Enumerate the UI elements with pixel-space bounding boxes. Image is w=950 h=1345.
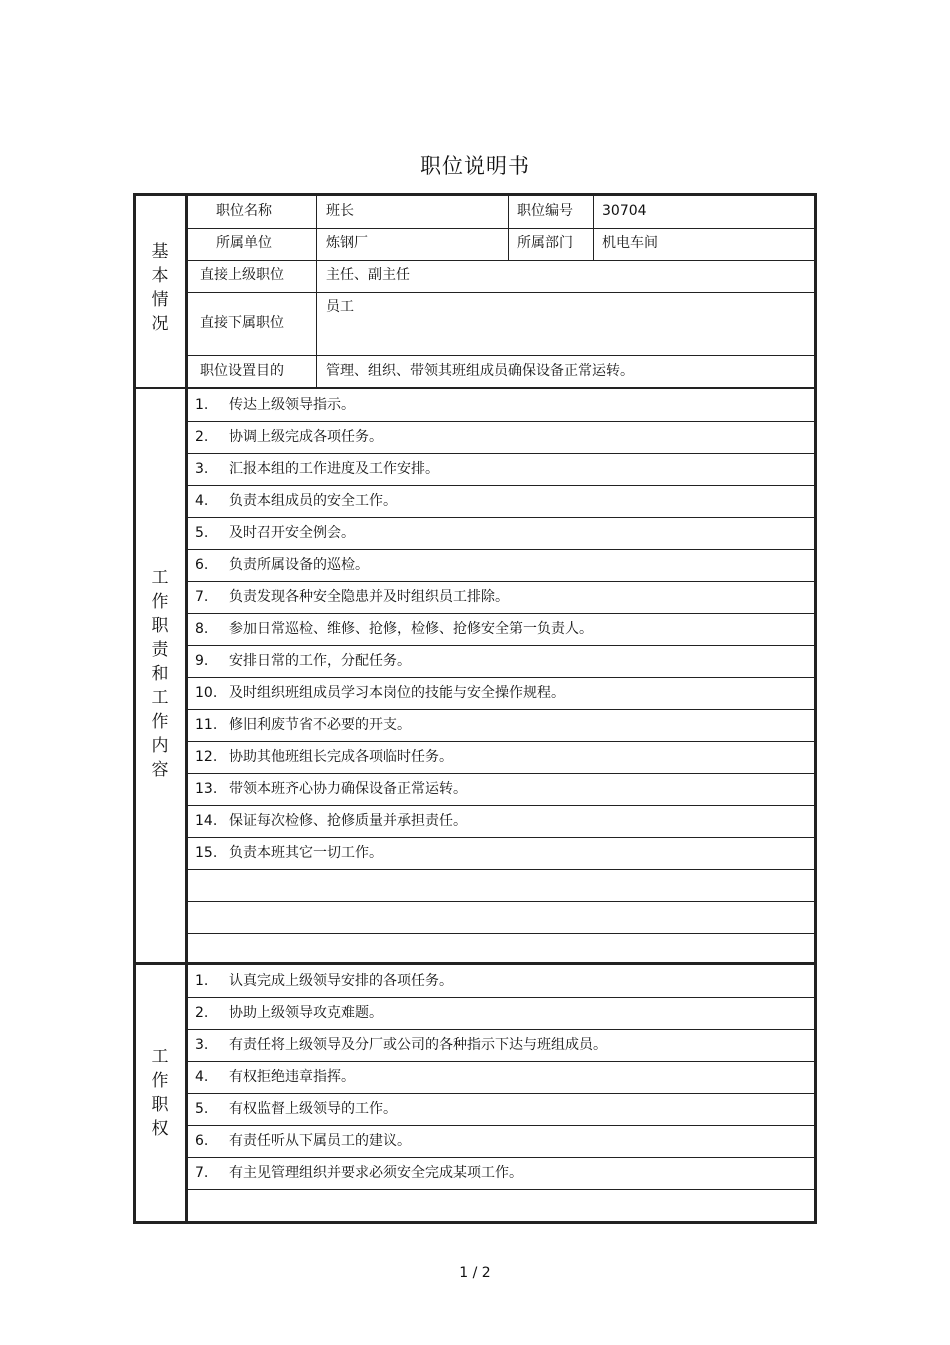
purpose-value: 管理、组织、带领其班组成员确保设备正常运转。 (326, 363, 634, 379)
section-label-authority (136, 1045, 184, 1141)
list-item-text: 安排日常的工作，分配任务。 (229, 653, 411, 669)
list-item-text: 参加日常巡检、维修、抢修，检修、抢修安全第一负责人。 (229, 621, 593, 637)
row-divider (188, 517, 814, 518)
list-item-number: 6. (195, 1133, 209, 1149)
row-divider (188, 933, 814, 934)
list-item-number: 8. (195, 621, 209, 637)
list-item-text: 有责任将上级领导及分厂或公司的各种指示下达与班组成员。 (229, 1037, 607, 1053)
row-divider (188, 1157, 814, 1158)
list-item-number: 7. (195, 1165, 209, 1181)
list-item-number: 6. (195, 557, 209, 573)
list-item-number: 2. (195, 1005, 209, 1021)
list-item-number: 10. (195, 685, 218, 701)
list-item-text: 认真完成上级领导安排的各项任务。 (229, 973, 453, 989)
purpose-label: 职位设置目的 (200, 363, 284, 379)
section-label-duties (136, 566, 184, 782)
list-item-text: 协助上级领导攻克难题。 (229, 1005, 383, 1021)
row-divider (188, 645, 814, 646)
row-divider (188, 581, 814, 582)
row-divider (188, 837, 814, 838)
position-name-label: 职位名称 (216, 203, 272, 219)
list-item-text: 带领本班齐心协力确保设备正常运转。 (229, 781, 467, 797)
row-divider (188, 869, 814, 870)
section-divider (136, 387, 814, 389)
list-item-text: 有权拒绝违章指挥。 (229, 1069, 355, 1085)
label-column-divider (316, 196, 317, 387)
subordinate-value: 员工 (326, 299, 354, 315)
row-divider (188, 805, 814, 806)
row-divider (188, 1189, 814, 1190)
list-item-text: 协助其他班组长完成各项临时任务。 (229, 749, 453, 765)
row-divider (188, 421, 814, 422)
row-divider (188, 613, 814, 614)
subordinate-label: 直接下属职位 (200, 315, 284, 331)
row-divider (188, 997, 814, 998)
section-divider (136, 962, 814, 965)
row-divider (188, 453, 814, 454)
unit-value: 炼钢厂 (326, 235, 368, 251)
list-item-number: 1. (195, 397, 209, 413)
position-name-value: 班长 (326, 203, 354, 219)
row-divider (188, 677, 814, 678)
row-divider (188, 901, 814, 902)
list-item-number: 5. (195, 1101, 209, 1117)
list-item-text: 负责本组成员的安全工作。 (229, 493, 397, 509)
department-label: 所属部门 (517, 235, 573, 251)
list-item-number: 1. (195, 973, 209, 989)
section-label-basic-text: 基 本 情 况 (151, 242, 169, 334)
list-item-text: 保证每次检修、抢修质量并承担责任。 (229, 813, 467, 829)
value-column-divider (508, 196, 509, 260)
row-divider (188, 1029, 814, 1030)
row-divider (188, 741, 814, 742)
row-divider (188, 1061, 814, 1062)
list-item-number: 2. (195, 429, 209, 445)
row-divider (188, 709, 814, 710)
row-divider (188, 228, 814, 229)
list-item-text: 有责任听从下属员工的建议。 (229, 1133, 411, 1149)
row-divider (188, 355, 814, 356)
list-item-number: 13. (195, 781, 218, 797)
list-item-text: 传达上级领导指示。 (229, 397, 355, 413)
list-item-text: 及时召开安全例会。 (229, 525, 355, 541)
list-item-number: 11. (195, 717, 218, 733)
position-code-label: 职位编号 (517, 203, 573, 219)
unit-label: 所属单位 (216, 235, 272, 251)
department-value: 机电车间 (602, 235, 658, 251)
list-item-number: 9. (195, 653, 209, 669)
page-indicator: 1 / 2 (459, 1265, 491, 1281)
list-item-text: 修旧利废节省不必要的开支。 (229, 717, 411, 733)
list-item-number: 12. (195, 749, 218, 765)
list-item-text: 有权监督上级领导的工作。 (229, 1101, 397, 1117)
superior-label: 直接上级职位 (200, 267, 284, 283)
list-item-number: 5. (195, 525, 209, 541)
row-divider (188, 292, 814, 293)
row-divider (188, 1125, 814, 1126)
list-item-text: 负责发现各种安全隐患并及时组织员工排除。 (229, 589, 509, 605)
section-label-basic (136, 240, 184, 336)
list-item-number: 15. (195, 845, 218, 861)
list-item-number: 3. (195, 1037, 209, 1053)
row-divider (188, 549, 814, 550)
value-column-divider (593, 196, 594, 260)
row-divider (188, 260, 814, 261)
list-item-number: 7. (195, 589, 209, 605)
row-divider (188, 773, 814, 774)
page-title: 职位说明书 (420, 154, 530, 178)
list-item-text: 及时组织班组成员学习本岗位的技能与安全操作规程。 (229, 685, 565, 701)
list-item-number: 3. (195, 461, 209, 477)
list-item-text: 协调上级完成各项任务。 (229, 429, 383, 445)
list-item-text: 负责所属设备的巡检。 (229, 557, 369, 573)
list-item-number: 4. (195, 1069, 209, 1085)
list-item-text: 汇报本组的工作进度及工作安排。 (229, 461, 439, 477)
list-item-number: 4. (195, 493, 209, 509)
section-label-authority-text: 工 作 职 权 (151, 1047, 169, 1139)
row-divider (188, 485, 814, 486)
list-item-text: 有主见管理组织并要求必须安全完成某项工作。 (229, 1165, 523, 1181)
list-item-text: 负责本班其它一切工作。 (229, 845, 383, 861)
superior-value: 主任、副主任 (326, 267, 410, 283)
list-item-number: 14. (195, 813, 218, 829)
section-label-duties-text: 工 作 职 责 和 工 作 内 容 (151, 568, 169, 780)
row-divider (188, 1093, 814, 1094)
position-code-value: 30704 (602, 203, 647, 219)
